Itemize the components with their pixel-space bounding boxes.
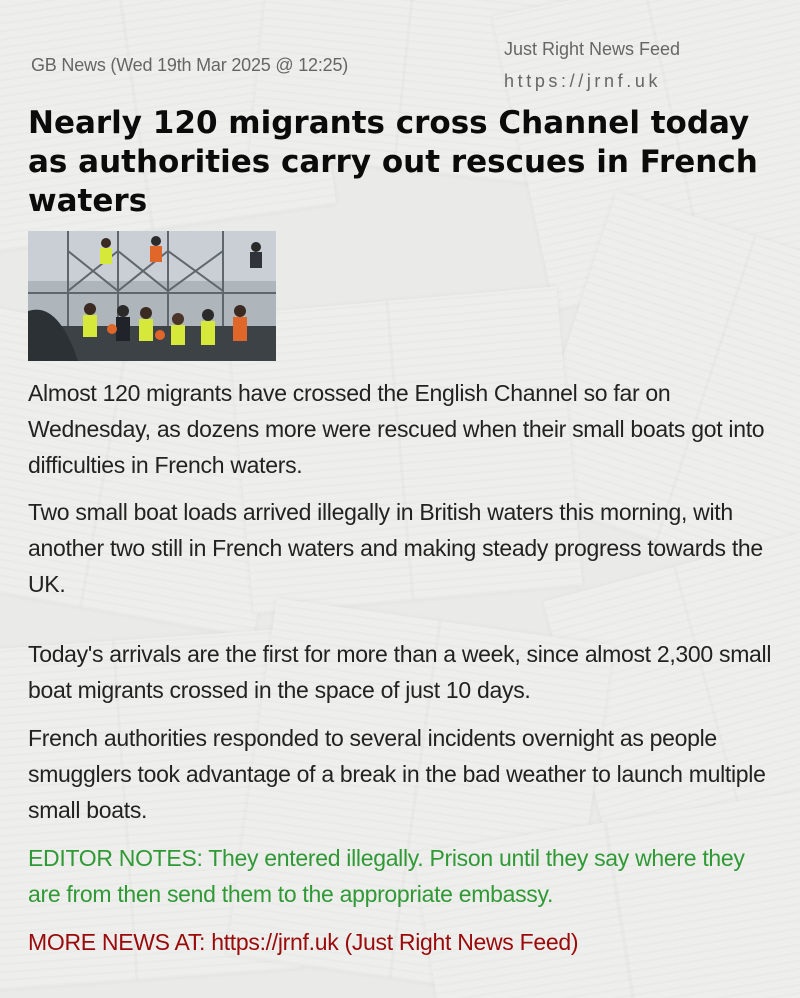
article-paragraph: Today's arrivals are the first for more than a week, since almost 2,300 small boat migrants crossed in the space of just 10 days. (28, 641, 772, 703)
more-news-link[interactable]: MORE NEWS AT: https://jrnf.uk (Just Right News Feed) (28, 929, 579, 955)
editor-notes: EDITOR NOTES: They entered illegally. Prison until they say where they are from then send them to the appropriate embassy. (28, 845, 745, 907)
article-paragraph: French authorities responded to several incidents overnight as people smugglers took advantage of a break in the bad weather to launch multiple small boats. (28, 725, 766, 823)
article-headline: Nearly 120 migrants cross Channel today as authorities carry out rescues in French waters (28, 105, 758, 219)
photo-migrants-on-border-force-vessel (28, 231, 276, 361)
article-photo (28, 231, 276, 361)
article-paragraph: Almost 120 migrants have crossed the English Channel so far on Wednesday, as dozens more were rescued when their small boats got into difficulties in French waters. (28, 380, 765, 478)
brand-url-link[interactable]: https://jrnf.uk (504, 71, 662, 91)
brand-name: Just Right News Feed (504, 39, 681, 59)
article-paragraph: Two small boat loads arrived illegally in British waters this morning, with another two still in French waters and making steady progress towards the UK. (28, 499, 763, 597)
source-label: GB News (Wed 19th Mar 2025 @ 12:25) (31, 55, 349, 75)
